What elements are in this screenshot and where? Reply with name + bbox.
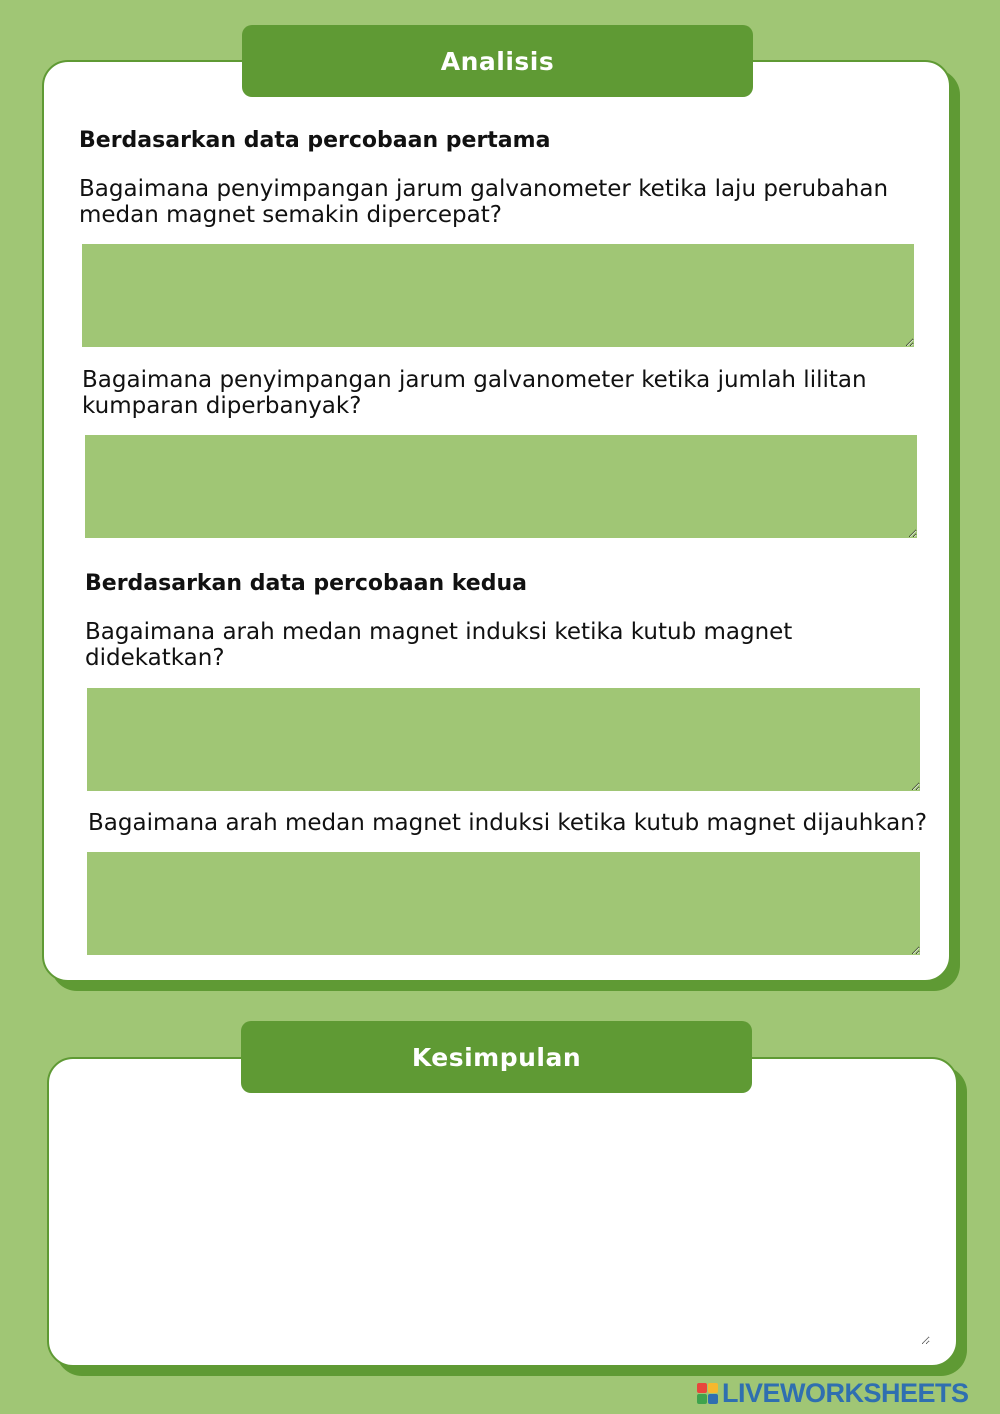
kesimpulan-title: Kesimpulan <box>241 1021 752 1093</box>
answer-box-3[interactable] <box>87 688 920 791</box>
section2-heading: Berdasarkan data percobaan kedua <box>85 571 527 596</box>
answer-box-4[interactable] <box>87 852 920 955</box>
question-3: Bagaimana arah medan magnet induksi ketika kutub magnet didekatkan? <box>85 619 793 671</box>
question-1: Bagaimana penyimpangan jarum galvanometer ketika laju perubahan medan magnet semakin dipercepat? <box>79 176 889 228</box>
answer-box-2[interactable] <box>85 435 917 538</box>
question-4: Bagaimana arah medan magnet induksi ketika kutub magnet dijauhkan? <box>88 810 928 836</box>
liveworksheets-watermark <box>697 1378 969 1409</box>
kesimpulan-answer-area[interactable] <box>70 1105 930 1345</box>
analisis-title: Analisis <box>242 25 753 97</box>
question-2: Bagaimana penyimpangan jarum galvanometer ketika jumlah lilitan kumparan diperbanyak? <box>82 367 867 419</box>
watermark-text: LIVEWORKSHEETS <box>722 1378 969 1408</box>
liveworksheets-logo-icon <box>697 1383 718 1404</box>
answer-box-1[interactable] <box>82 244 914 347</box>
section1-heading: Berdasarkan data percobaan pertama <box>79 128 551 153</box>
